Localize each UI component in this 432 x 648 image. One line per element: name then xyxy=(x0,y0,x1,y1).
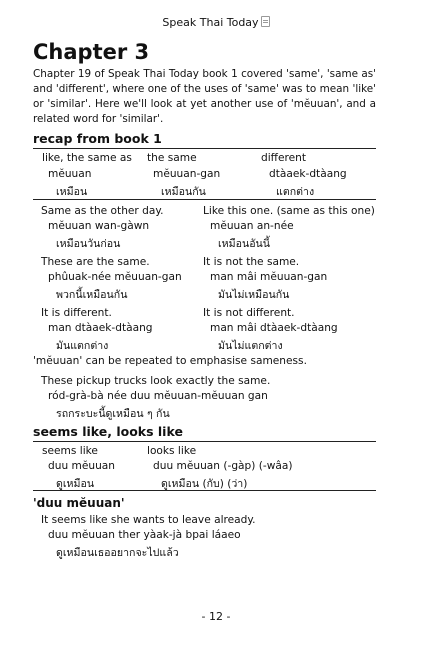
recap-term-thai: เหมือนกัน xyxy=(161,186,206,198)
seems-term-thai: ดูเหมือน xyxy=(56,478,95,490)
example-english: Like this one. (same as this one) xyxy=(203,205,375,217)
example-english: It seems like she wants to leave already. xyxy=(41,514,256,526)
example-english: These are the same. xyxy=(41,256,150,268)
divider xyxy=(33,148,376,149)
section-heading-recap: recap from book 1 xyxy=(33,131,162,146)
example-thai: ดูเหมือนเธออยากจะไปแล้ว xyxy=(56,547,179,559)
example-english: It is not the same. xyxy=(203,256,300,268)
example-thai: รถกระบะนี้ดูเหมือน ๆ กัน xyxy=(56,408,170,420)
recap-term-en: like, the same as xyxy=(42,152,132,164)
example-thai: มันแตกต่าง xyxy=(56,340,109,352)
example-thai: เหมือนวันก่อน xyxy=(56,238,121,250)
recap-term-romanized: mĕuuan xyxy=(48,168,92,180)
recap-term-thai: แตกต่าง xyxy=(276,186,315,198)
recap-term-en: different xyxy=(261,152,306,164)
example-thai: มันไม่เหมือนกัน xyxy=(218,289,290,301)
divider xyxy=(33,490,376,491)
repeat-note: 'mĕuuan' can be repeated to emphasise sameness. xyxy=(33,355,307,367)
recap-term-romanized: mĕuuan-gan xyxy=(153,168,221,180)
seems-term-thai: ดูเหมือน (กับ) (ว่า) xyxy=(161,478,248,490)
running-header-title: Speak Thai Today xyxy=(162,16,259,29)
example-english: These pickup trucks look exactly the same. xyxy=(41,375,271,387)
example-thai: มันไม่แตกต่าง xyxy=(218,340,283,352)
example-thai: พวกนี้เหมือนกัน xyxy=(56,289,128,301)
recap-term-thai: เหมือน xyxy=(56,186,88,198)
seems-term-romanized: duu mĕuuan xyxy=(48,460,115,472)
intro-paragraph: Chapter 19 of Speak Thai Today book 1 covered 'same', 'same as' and 'different', where one of the uses of 'same' was to mean 'like' or 'similar'. Here we'll look at yet another use of 'mĕuuan', and a related word for 'similar'. xyxy=(33,68,376,125)
page-number: - 12 - xyxy=(201,610,231,623)
example-romanized: mĕuuan wan-gàwn xyxy=(48,220,150,232)
recap-term-en: the same xyxy=(147,152,197,164)
seems-term-romanized: duu mĕuuan (-gàp) (-wâa) xyxy=(153,460,293,472)
section-heading-duu-meuuan: 'duu mĕuuan' xyxy=(33,496,125,510)
example-romanized: phûuak-née mĕuuan-gan xyxy=(48,271,182,283)
divider xyxy=(33,441,376,442)
seems-term-en: seems like xyxy=(42,445,98,457)
divider xyxy=(33,199,376,200)
seems-term-en: looks like xyxy=(147,445,197,457)
example-romanized: man mâi mĕuuan-gan xyxy=(210,271,328,283)
example-romanized: duu mĕuuan ther yàak-jà bpai láaeo xyxy=(48,529,241,541)
recap-term-romanized: dtàaek-dtàang xyxy=(269,168,347,180)
example-english: It is different. xyxy=(41,307,112,319)
example-romanized: ród-grà-bà née duu mĕuuan-mĕuuan gan xyxy=(48,390,268,402)
book-icon xyxy=(261,16,270,27)
chapter-title: Chapter 3 xyxy=(33,40,150,64)
example-romanized: man mâi dtàaek-dtàang xyxy=(210,322,338,334)
example-romanized: mĕuuan an-née xyxy=(210,220,294,232)
example-romanized: man dtàaek-dtàang xyxy=(48,322,153,334)
section-heading-seems-like: seems like, looks like xyxy=(33,424,183,439)
example-english: It is not different. xyxy=(203,307,295,319)
example-english: Same as the other day. xyxy=(41,205,164,217)
example-thai: เหมือนอันนี้ xyxy=(218,238,271,250)
running-header xyxy=(0,16,432,29)
